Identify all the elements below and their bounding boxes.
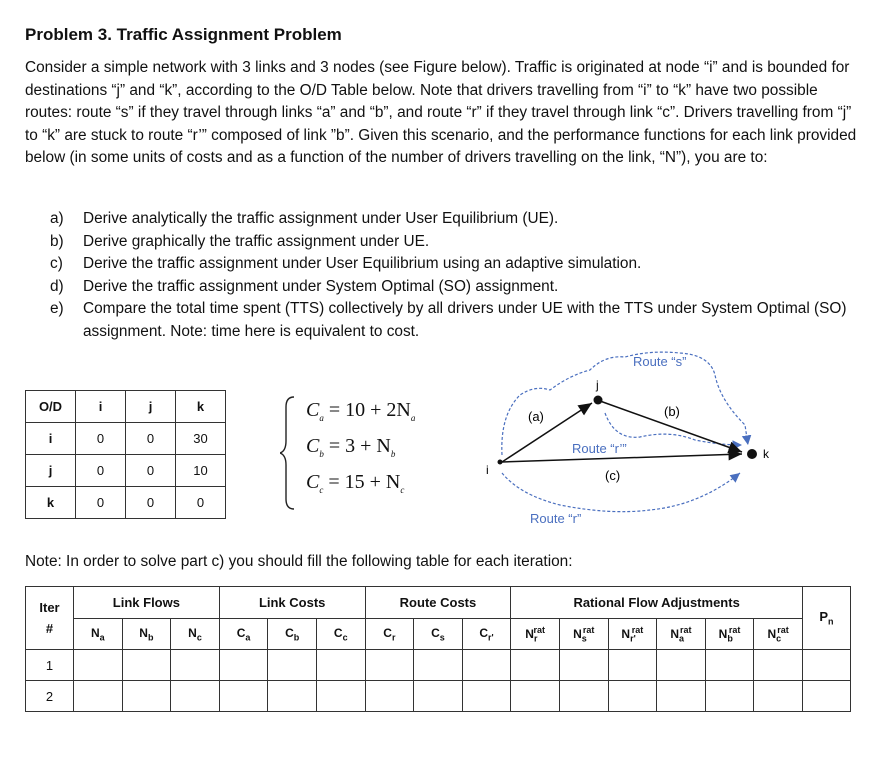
- column-header-base: N: [621, 626, 631, 641]
- iter-cell[interactable]: [414, 650, 463, 681]
- iter-cell[interactable]: [511, 681, 560, 712]
- column-header-base: N: [767, 626, 777, 641]
- pn-label: P: [819, 609, 828, 625]
- network-diagram: [480, 345, 790, 535]
- iter-cell[interactable]: [219, 681, 268, 712]
- column-header-n-b-rat: [705, 618, 754, 650]
- column-header-base: C: [333, 625, 343, 640]
- formula-b: [306, 435, 395, 459]
- column-header-n-rp-rat: [608, 618, 657, 650]
- iter-cell[interactable]: [268, 681, 317, 712]
- od-cell: 10: [176, 455, 226, 487]
- column-header-c-c: [316, 618, 365, 650]
- iter-cell[interactable]: [316, 681, 365, 712]
- iter-cell[interactable]: [705, 681, 754, 712]
- task-text: Derive analytically the traffic assignment under User Equilibrium (UE).: [83, 210, 559, 227]
- iter-cell[interactable]: [657, 681, 706, 712]
- group-link-flows: Link Flows: [74, 587, 220, 619]
- od-row: [26, 487, 226, 519]
- formula-rhs: = 15 + N: [328, 471, 401, 493]
- task-b: [50, 231, 865, 254]
- formula-lhs: C: [306, 399, 320, 421]
- task-c: [50, 253, 865, 276]
- od-row-label: j: [26, 455, 76, 487]
- column-header-base: C: [285, 625, 294, 640]
- column-header-n-c: [171, 618, 220, 650]
- column-header-sup: rat: [631, 624, 644, 635]
- iter-cell[interactable]: [608, 650, 657, 681]
- iter-column-row: [26, 618, 851, 650]
- iter-cell[interactable]: [754, 650, 803, 681]
- task-text: Derive the traffic assignment under User Equilibrium using an adaptive simulation.: [83, 255, 642, 272]
- task-text: Derive graphically the traffic assignment under UE.: [83, 232, 430, 250]
- iter-cell[interactable]: [414, 681, 463, 712]
- od-cell: 0: [76, 423, 126, 455]
- iter-cell[interactable]: [462, 650, 511, 681]
- group-link-costs: Link Costs: [219, 587, 365, 619]
- column-header-sub: r: [533, 632, 538, 643]
- od-header-row: [26, 391, 226, 423]
- column-header-sup: rat: [728, 624, 741, 635]
- iter-number: 1: [26, 650, 74, 681]
- iter-cell[interactable]: [122, 650, 171, 681]
- column-header-n-a: [74, 618, 123, 650]
- od-cell: 0: [126, 423, 176, 455]
- node-i-label: i: [486, 463, 489, 477]
- note-text: Note: In order to solve part c) you should fill the following table for each iteration:: [25, 553, 573, 570]
- column-header-sub: s: [581, 632, 587, 643]
- iter-cell[interactable]: [462, 681, 511, 712]
- column-header-base: N: [718, 626, 728, 641]
- column-header-sub: a: [678, 632, 684, 643]
- task-letter: b): [50, 232, 64, 250]
- iter-row: [26, 650, 851, 681]
- column-header-base: N: [670, 626, 679, 641]
- iter-cell[interactable]: [559, 681, 608, 712]
- column-header-sub: a: [245, 631, 251, 642]
- column-header-c-b: [268, 618, 317, 650]
- column-header-base: N: [573, 626, 582, 641]
- column-header-sub: a: [99, 631, 105, 642]
- node-j: [594, 396, 603, 405]
- column-header-base: C: [479, 625, 489, 640]
- iter-cell[interactable]: [802, 650, 850, 681]
- formula-rsub: b: [390, 449, 396, 459]
- iter-cell[interactable]: [365, 650, 414, 681]
- column-header-c-s: [414, 618, 463, 650]
- formula-lhs: C: [306, 435, 320, 457]
- column-header-sub: b: [293, 631, 300, 642]
- node-k-label: k: [763, 447, 769, 461]
- formula-a: [306, 399, 415, 423]
- iter-cell[interactable]: [171, 681, 220, 712]
- node-k: [747, 449, 757, 459]
- column-header-c-rp: [462, 618, 511, 650]
- column-header-base: N: [90, 625, 100, 640]
- column-header-sub: r': [488, 631, 494, 642]
- formula-rsub: a: [410, 413, 416, 423]
- column-header-sub: c: [776, 632, 782, 643]
- column-header-base: C: [431, 625, 440, 640]
- od-table: [25, 390, 226, 519]
- column-header-sub: r': [630, 632, 636, 643]
- iter-cell[interactable]: [219, 650, 268, 681]
- iter-cell[interactable]: [171, 650, 220, 681]
- column-header-c-a: [219, 618, 268, 650]
- column-header-base: N: [139, 625, 148, 640]
- iter-cell[interactable]: [511, 650, 560, 681]
- formula-lsub: c: [319, 485, 324, 495]
- od-cell: 0: [126, 455, 176, 487]
- task-text: Compare the total time spent (TTS) collectively by all drivers under UE with the TTS under System Optimal (SO) assignment. Note: time here is equivalent to cost.: [83, 300, 847, 340]
- column-header-sub: c: [342, 631, 348, 642]
- task-a: [50, 208, 865, 231]
- iter-cell[interactable]: [705, 650, 754, 681]
- formula-c: [306, 471, 404, 495]
- group-route-costs: Route Costs: [365, 587, 511, 619]
- column-header-n-r-rat: [511, 618, 560, 650]
- column-header-sup: rat: [680, 624, 692, 635]
- task-letter: a): [50, 210, 64, 227]
- od-cell: 30: [176, 423, 226, 455]
- task-d: [50, 276, 865, 299]
- od-row-label: i: [26, 423, 76, 455]
- iter-cell[interactable]: [754, 681, 803, 712]
- od-cell: 0: [76, 487, 126, 519]
- pn-header: [802, 587, 850, 650]
- link-a-label: (a): [528, 409, 544, 424]
- od-cell: 0: [76, 455, 126, 487]
- column-header-sub: s: [439, 631, 445, 642]
- column-header-sup: rat: [582, 624, 595, 635]
- iter-cell[interactable]: [316, 650, 365, 681]
- od-header-cell: i: [76, 391, 126, 423]
- column-header-base: N: [188, 625, 197, 640]
- formula-lhs: C: [306, 471, 320, 493]
- column-header-sub: b: [727, 632, 733, 643]
- column-header-n-c-rat: [754, 618, 803, 650]
- formula-rhs: = 3 + N: [328, 435, 391, 457]
- od-cell: 0: [176, 487, 226, 519]
- performance-functions: [280, 393, 416, 513]
- iteration-table: [25, 586, 851, 712]
- column-header-n-b: [122, 618, 171, 650]
- column-header-c-r: [365, 618, 414, 650]
- column-header-n-a-rat: [657, 618, 706, 650]
- route-r-label: Route “r”: [530, 511, 582, 526]
- route-r-path: [502, 473, 740, 512]
- iter-cell[interactable]: [365, 681, 414, 712]
- od-row: [26, 423, 226, 455]
- task-letter: d): [50, 277, 64, 295]
- task-e: [50, 298, 865, 343]
- iter-cell[interactable]: [608, 681, 657, 712]
- od-row: [26, 455, 226, 487]
- route-r-prime-label: Route “r’”: [572, 441, 627, 456]
- formula-rsub: c: [400, 485, 405, 495]
- task-text: Derive the traffic assignment under System Optimal (SO) assignment.: [83, 277, 559, 295]
- iter-cell[interactable]: [559, 650, 608, 681]
- iter-number: 2: [26, 681, 74, 712]
- iter-cell[interactable]: [657, 650, 706, 681]
- column-header-base: C: [383, 625, 392, 640]
- iter-hash: #: [45, 621, 54, 636]
- route-s-path: [502, 352, 748, 455]
- group-rational-flow: Rational Flow Adjustments: [511, 587, 803, 619]
- column-header-sub: r: [391, 631, 396, 642]
- column-header-base: C: [236, 625, 246, 640]
- iter-cell[interactable]: [74, 650, 123, 681]
- link-b-label: (b): [664, 404, 680, 419]
- problem-title: Problem 3. Traffic Assignment Problem: [25, 25, 342, 44]
- column-header-sub: b: [147, 631, 154, 642]
- iter-label: Iter: [39, 600, 60, 615]
- od-cell: 0: [126, 487, 176, 519]
- formula-lsub: a: [319, 413, 324, 423]
- od-header-cell: O/D: [26, 391, 76, 423]
- problem-intro: Consider a simple network with 3 links and 3 nodes (see Figure below). Traffic is originated at node “i” and is bounded for destinations “j” and “k”, according to the O/D Table below. Note that drivers travelling from “i” to “k” have two possible routes: route “s” if they travel through links “a” and “b”, and route “r” if they travel through link “c”. Drivers travelling from “j” to “k” are stuck to route “r’” composed of link ”b”. Given this scenario, and the performance functions for each link provided below (in some units of costs and as a function of the number of drivers travelling on the link, “N”), you are to:: [25, 59, 857, 166]
- column-header-sup: rat: [777, 624, 789, 635]
- column-header-base: N: [525, 626, 534, 641]
- formula-rhs: = 10 + 2N: [328, 399, 411, 421]
- od-row-label: k: [26, 487, 76, 519]
- iter-cell[interactable]: [74, 681, 123, 712]
- iter-cell[interactable]: [268, 650, 317, 681]
- column-header-sup: rat: [533, 624, 545, 635]
- pn-sub: n: [827, 616, 834, 627]
- od-header-cell: j: [126, 391, 176, 423]
- iter-row: [26, 681, 851, 712]
- iter-group-row: [26, 587, 851, 619]
- iter-cell[interactable]: [122, 681, 171, 712]
- node-j-label: j: [596, 378, 599, 392]
- task-letter: c): [50, 255, 63, 272]
- od-header-cell: k: [176, 391, 226, 423]
- formula-lsub: b: [319, 449, 324, 459]
- column-header-sub: c: [196, 631, 202, 642]
- column-header-n-s-rat: [559, 618, 608, 650]
- route-s-label: Route “s”: [633, 354, 687, 369]
- iter-cell[interactable]: [802, 681, 850, 712]
- task-letter: e): [50, 300, 64, 317]
- task-list: [50, 208, 865, 343]
- link-c-label: (c): [605, 468, 621, 483]
- node-i: [498, 460, 503, 465]
- iter-header-cell: [26, 587, 74, 650]
